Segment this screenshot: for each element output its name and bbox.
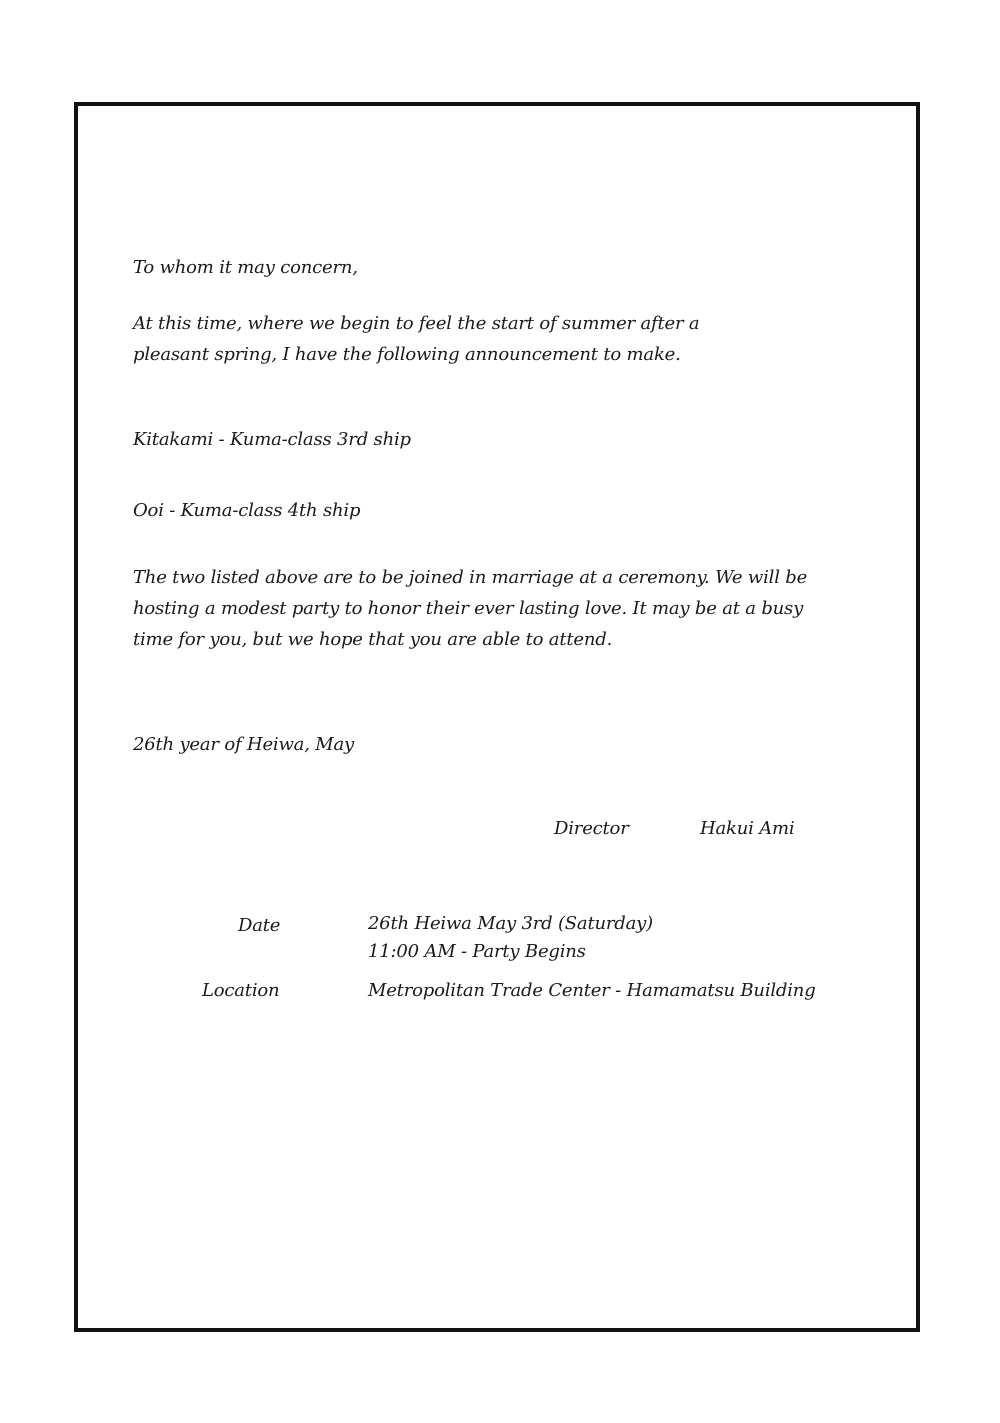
body-line: The two listed above are to be joined in marriage at a ceremony. We will be	[133, 567, 808, 588]
date-label: Date	[238, 915, 281, 936]
date-values	[368, 910, 653, 966]
person-ooi: Ooi - Kuma-class 4th ship	[133, 500, 361, 521]
salutation: To whom it may concern,	[133, 257, 358, 278]
location-label: Location	[202, 980, 280, 1001]
dateline: 26th year of Heiwa, May	[133, 734, 354, 755]
signature-title: Director	[554, 818, 629, 839]
intro-paragraph	[133, 308, 699, 370]
date-line: 26th Heiwa May 3rd (Saturday)	[368, 913, 653, 934]
location-value: Metropolitan Trade Center - Hamamatsu Building	[368, 980, 816, 1001]
intro-line: pleasant spring, I have the following announcement to make.	[133, 344, 681, 365]
body-paragraph	[133, 562, 807, 655]
signature-name: Hakui Ami	[700, 818, 795, 839]
body-line: hosting a modest party to honor their ever lasting love. It may be at a busy	[133, 598, 804, 619]
person-kitakami: Kitakami - Kuma-class 3rd ship	[133, 429, 411, 450]
intro-line: At this time, where we begin to feel the start of summer after a	[133, 313, 700, 334]
page-border	[74, 102, 920, 1332]
time-line: 11:00 AM - Party Begins	[368, 941, 586, 962]
body-line: time for you, but we hope that you are able to attend.	[133, 629, 613, 650]
